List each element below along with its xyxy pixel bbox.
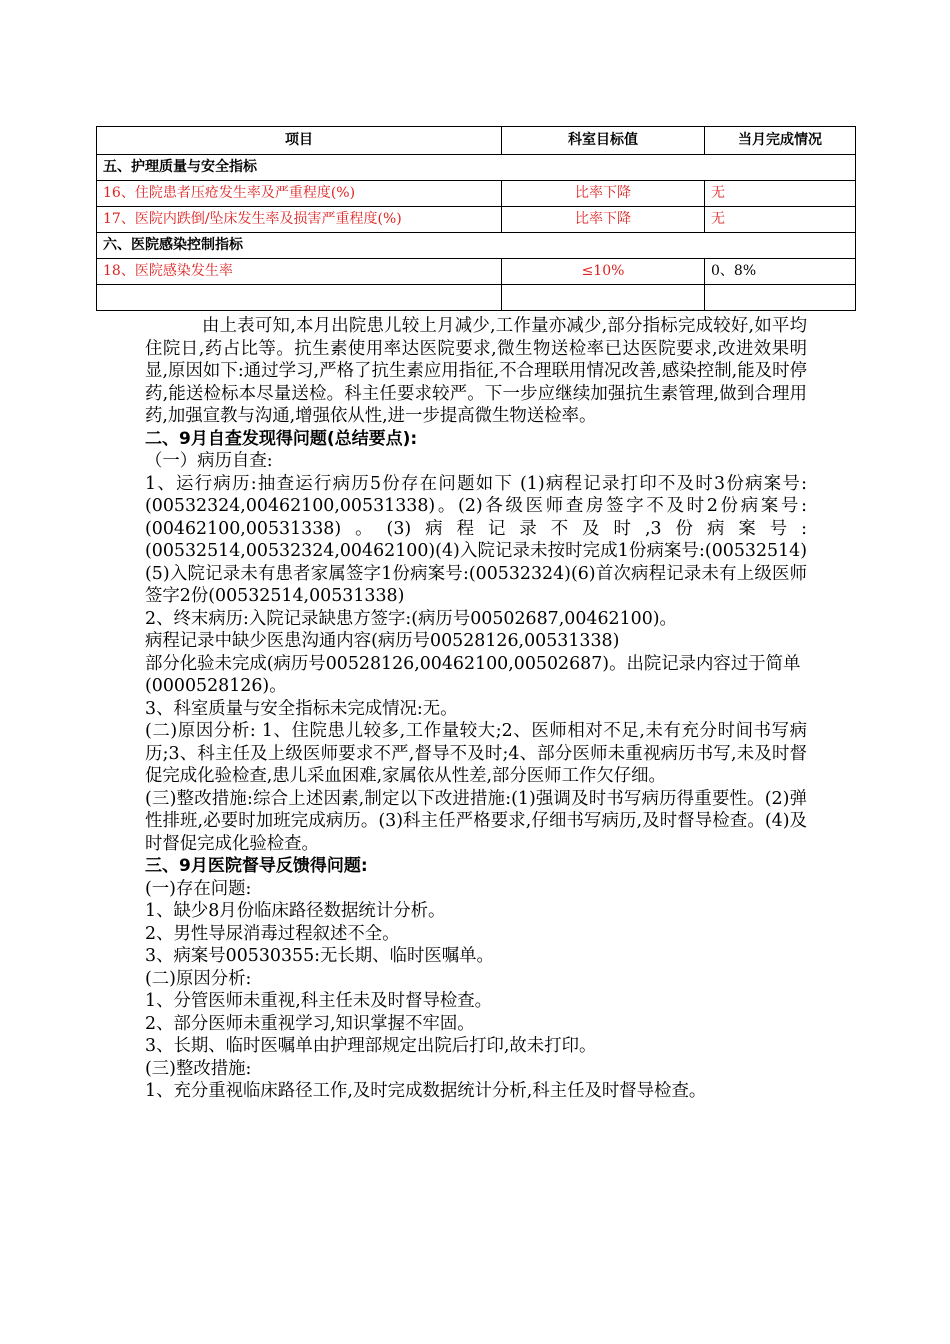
table-header-row [97,127,856,155]
heading-self-check: 二、9月自查发现得问题(总结要点): [145,428,418,449]
paragraph-quality-indicators: 3、科室质量与安全指标未完成情况:无。 [145,698,458,719]
paragraph-lab-tests: 部分化验未完成(病历号00528126,00462100,00502687)。出院记录内容过于简单(0000528126)。 [145,653,801,696]
blank-cell [502,285,705,311]
table-section-row [97,233,856,259]
header-actual: 当月完成情况 [705,127,856,155]
row-item: 18、医院感染发生率 [97,259,502,285]
row-item: 17、医院内跌倒/坠床发生率及损害严重程度(%) [97,207,502,233]
summary-paragraph: 由上表可知,本月出院患儿较上月减少,工作量亦减少,部分指标完成较好,如平均住院日,药占比等。抗生素使用率达医院要求,微生物送检率已达医院要求,改进效果明显,原因如下:通过学习,严格了抗生素应用指征,不合理联用情况改善,感染控制,能及时停药,能送检标本尽量送检。科主任要求较严。下一步应继续加强抗生素管理,做到合理用药,加强宣教与沟通,增强依从性,进一步提高微生物送检率。 [145,316,807,426]
subheading-causes: (二)原因分析: [145,968,252,989]
table-blank-row [97,285,856,311]
table-row [97,181,856,207]
list-item: 2、部分医师未重视学习,知识掌握不牢固。 [145,1013,475,1034]
table-row [97,259,856,285]
subheading-records: （一）病历自查: [145,451,273,471]
table-section-row [97,155,856,181]
row-item: 16、住院患者压疮发生率及严重程度(%) [97,181,502,207]
metrics-table [96,126,856,311]
subheading-measures: (三)整改措施: [145,1058,252,1079]
row-target: 比率下降 [502,207,705,233]
header-item: 项目 [97,127,502,155]
paragraph-communication: 病程记录中缺少医患沟通内容(病历号00528126,00531338) [145,631,620,651]
list-item: 3、长期、临时医嘱单由护理部规定出院后打印,故未打印。 [145,1036,597,1056]
table-row [97,207,856,233]
paragraph-final-records: 2、终末病历:入院记录缺患方签字:(病历号00502687,00462100)。 [145,608,677,629]
list-item: 2、男性导尿消毒过程叙述不全。 [145,923,400,944]
row-actual: 0、8% [705,259,856,285]
subheading-problems: (一)存在问题: [145,878,252,899]
list-item: 3、病案号00530355:无长期、临时医嘱单。 [145,946,494,966]
paragraph-cause-analysis: (二)原因分析: 1、住院患儿较多,工作量较大;2、医师相对不足,未有充分时间书写病历;3、科主任及上级医师要求不严,督导不及时;4、部分医师未重视病历书写,未及时督促完成化验检查,患儿采血困难,家属依从性差,部分医师工作欠仔细。 [145,721,807,786]
report-body [145,315,807,1103]
list-item: 1、分管医师未重视,科主任未及时督导检查。 [145,991,493,1011]
paragraph-running-records: 1、运行病历:抽查运行病历5份存在问题如下 (1)病程记录打印不及时3份病案号:(00532324,00462100,00531338)。(2)各级医师查房签字不及时2份病案号:(00462100,00531338)。(3)病程记录不及时,3份病案号:(00532514,00532324,00462100)(4)入院记录未按时完成1份病案号:(00532514) (5)入院记录未有患者家属签字1份病案号:(00532324)(6)首次病程记录未有上级医师签字2份(00532514,00531338) [145,473,807,606]
row-actual: 无 [705,181,856,207]
section-label: 五、护理质量与安全指标 [97,155,856,181]
list-item: 1、充分重视临床路径工作,及时完成数据统计分析,科主任及时督导检查。 [145,1081,707,1101]
section-label: 六、医院感染控制指标 [97,233,856,259]
paragraph-corrective-measures: (三)整改措施:综合上述因素,制定以下改进措施:(1)强调及时书写病历得重要性。(2)弹性排班,必要时加班完成病历。(3)科主任严格要求,仔细书写病历,及时督导检查。(4)及时督促完成化验检查。 [145,788,807,854]
header-target: 科室目标值 [502,127,705,155]
list-item: 1、缺少8月份临床路径数据统计分析。 [145,901,446,921]
blank-cell [97,285,502,311]
row-target: ≤10% [502,259,705,285]
heading-hospital-feedback: 三、9月医院督导反馈得问题: [145,856,368,876]
row-target: 比率下降 [502,181,705,207]
row-actual: 无 [705,207,856,233]
blank-cell [705,285,856,311]
